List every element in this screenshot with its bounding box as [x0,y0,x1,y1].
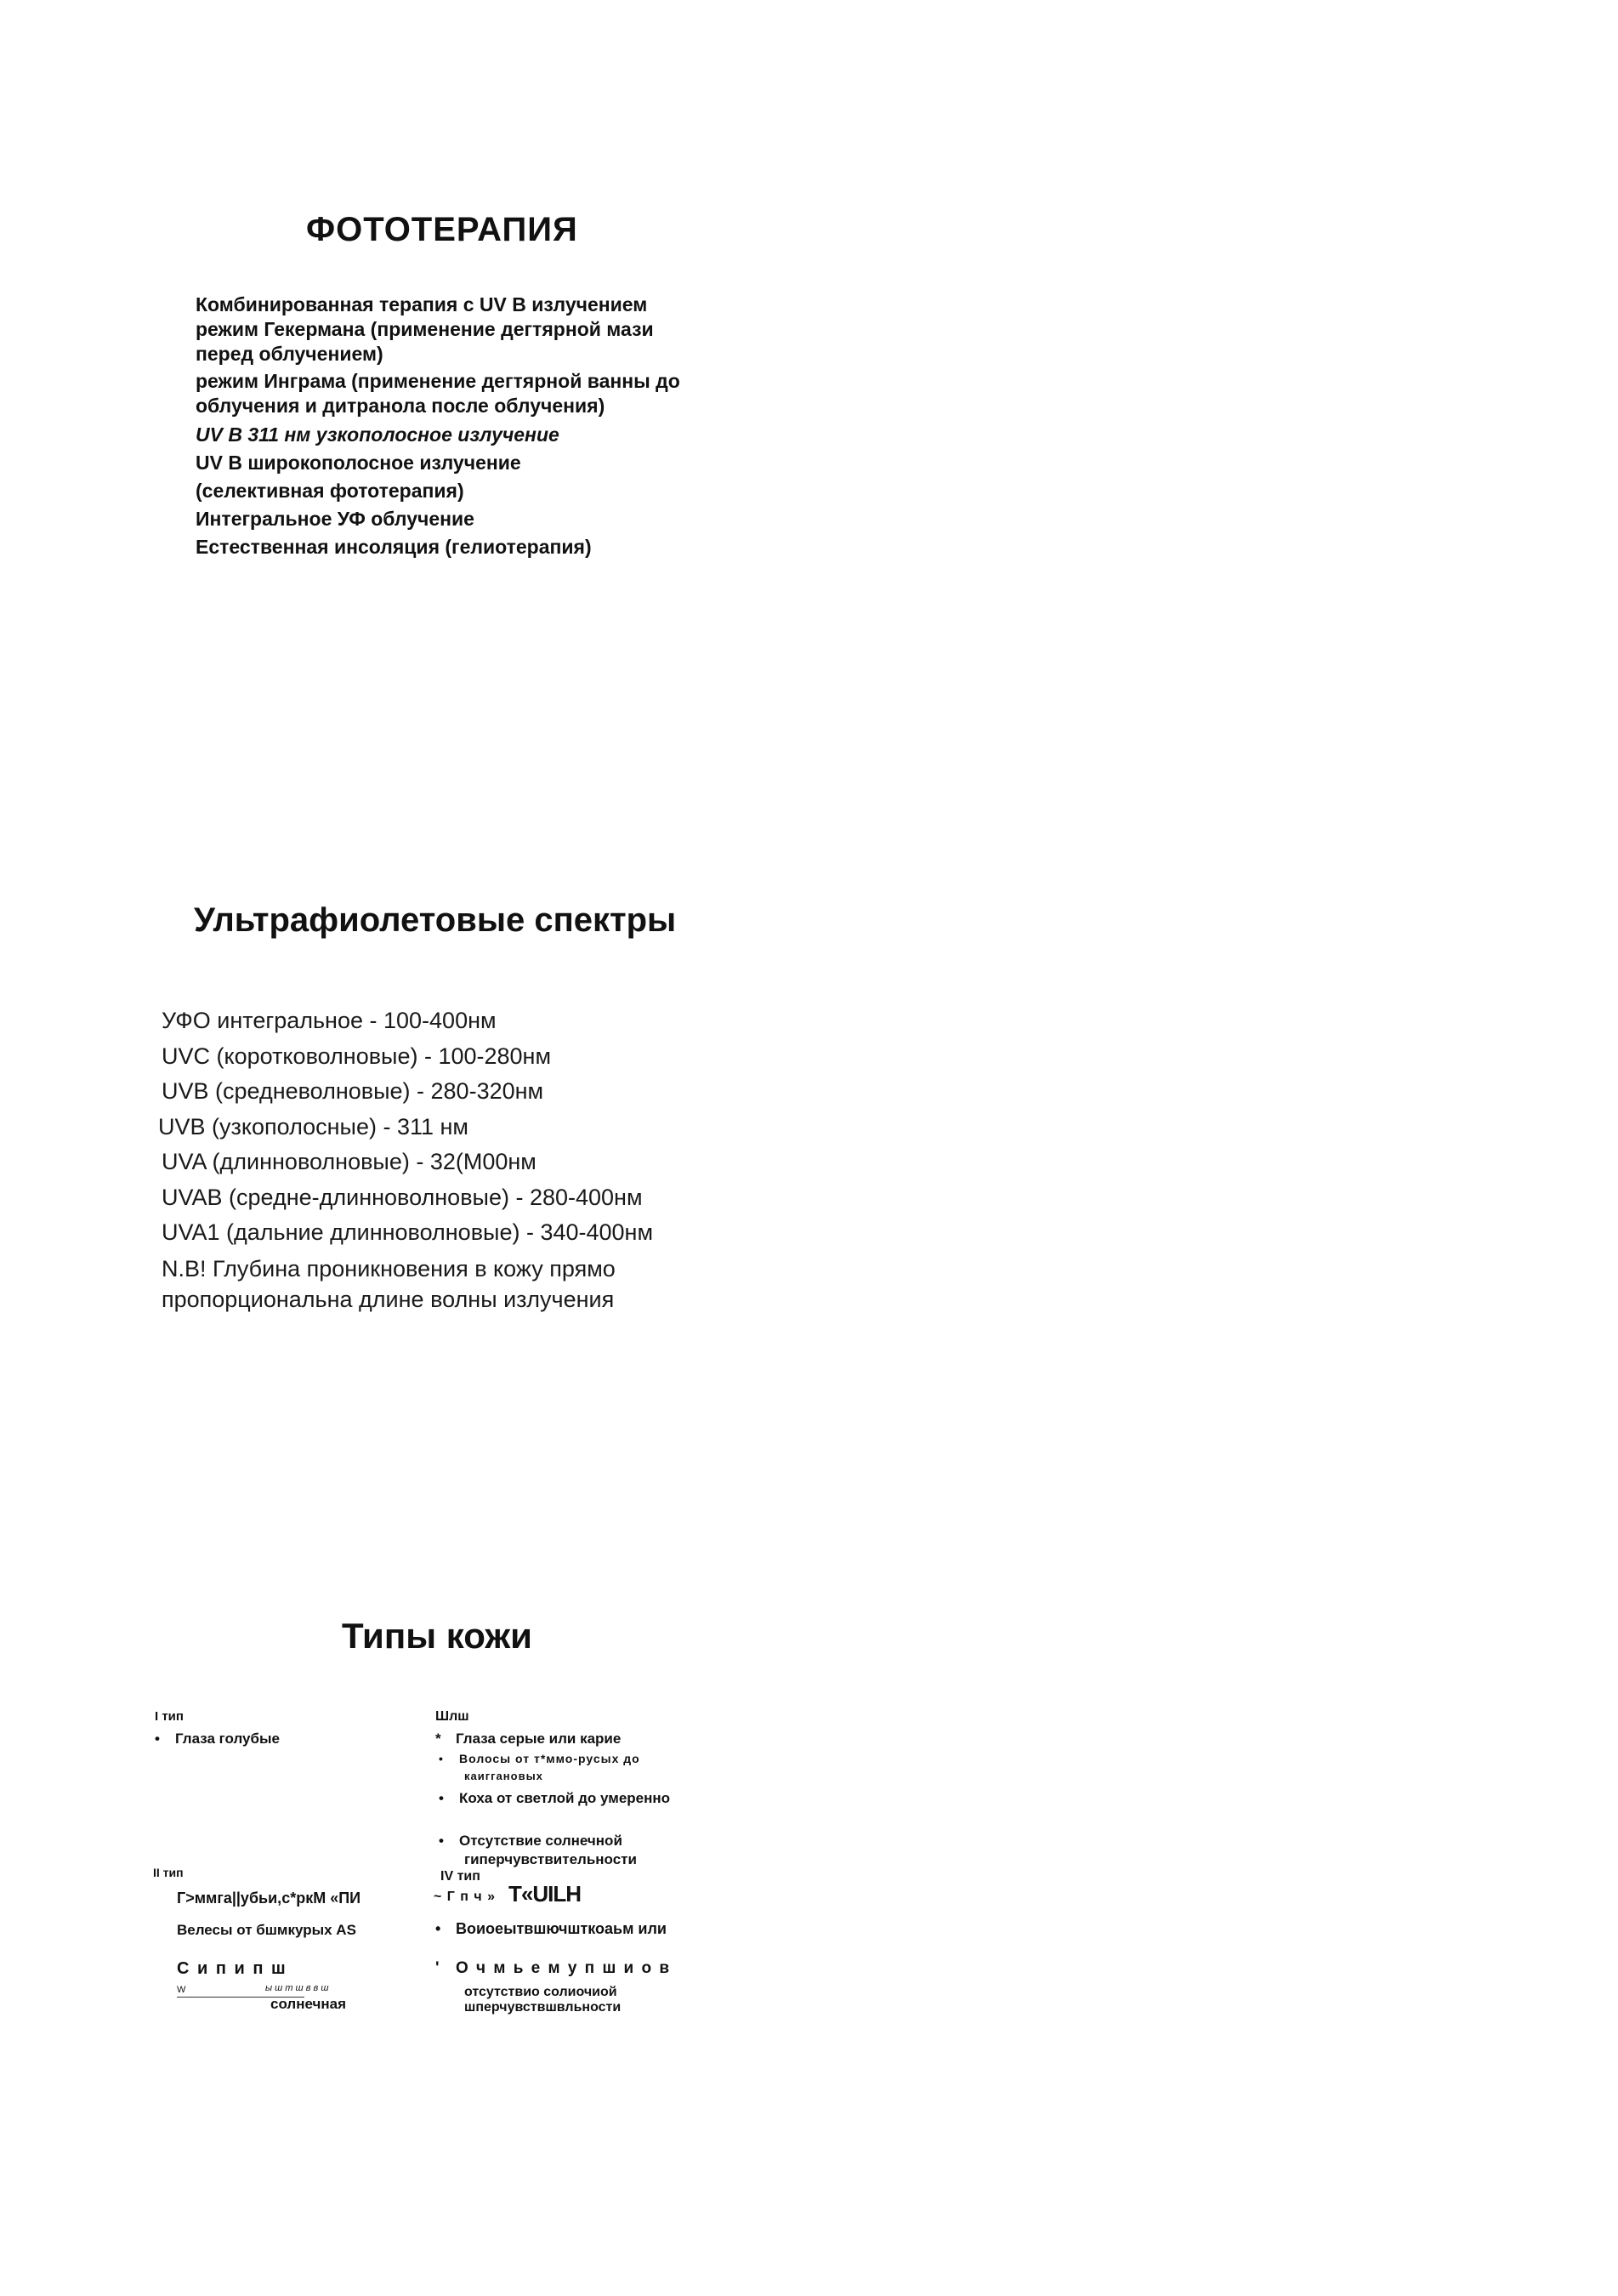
list-item: Естественная инсоляция (гелиотерапия) [196,536,592,558]
list-item: УФО интегральное - 100-400нм [162,1008,497,1033]
type4-line: T«UILH [508,1881,581,1907]
list-item: UVB (узкополосные) - 311 нм [158,1113,468,1139]
type2-line: Велесы от бшмкурых AS [177,1922,356,1938]
type3-item: • Отсутствие солнечной [439,1832,622,1850]
type3-item-cont: гиперчувствительности [464,1851,637,1867]
list-item: UVA1 (дальние длинноволновые) - 340-400нм [162,1219,654,1245]
type4-line: шперчувствшвльности [464,2000,622,2015]
type4-item: • Воиоеытвшючшткоаьм или [435,1920,667,1938]
list-item: UVC (коротковолновые) - 100-280нм [162,1043,552,1069]
type2-line: ы ш т ш в в ш [265,1983,329,1993]
type3-item: • Коха от светлой до умеренно [439,1789,670,1807]
uv-spectra-list [158,1003,654,1251]
list-item: Комбинированная терапия с UV В излучением [196,293,648,315]
type4-heading: IV тип [440,1869,480,1884]
type3-item-cont: каиггановых [464,1770,543,1782]
type1-heading: I тип [155,1709,184,1724]
list-item: (селективная фототерапия) [196,480,464,502]
list-item: UV В 311 нм узкополосное излучение [196,423,559,446]
type4-item: ' О ч м ь е м у п ш и о в [435,1959,671,1977]
type2-line: солнечная [270,1996,347,2012]
list-item: UV В широкополосное излучение [196,452,521,474]
type2-line: Г>ммга||убьи,с*ркМ «ПИ [177,1890,361,1907]
skin-types-title: Типы кожи [342,1616,532,1656]
note-line: N.B! Глубина проникновения в кожу прямо [162,1256,616,1282]
type4-line: отсутствио солиочиой [464,1985,617,1999]
type3-item: * Глаза серые или карие [435,1730,621,1748]
type2-line: W [177,1985,186,1995]
type4-line: ~ Г п ч » [434,1890,497,1904]
list-item: UVB (средневолновые) - 280-320нм [162,1078,544,1104]
list-item: UVAB (средне-длинноволновые) - 280-400нм [162,1184,643,1210]
list-item: облучения и дитранола после облучения) [196,395,605,417]
phototherapy-title: ФОТОТЕРАПИЯ [306,211,578,248]
penetration-note [162,1253,757,1315]
note-line: пропорциональна длине волны излучения [162,1287,615,1312]
type3-heading: Шлш [435,1709,469,1724]
list-item: перед облучением) [196,343,383,365]
list-item: режим Гекермана (применение дегтярной мази [196,318,654,340]
list-item: Интегральное УФ облучение [196,508,474,530]
type2-line: С и п и п ш [177,1959,287,1978]
phototherapy-list [196,293,680,560]
list-item: режим Инграма (применение дегтярной ванны до [196,370,680,392]
type3-item: • Волосы от т*ммо-русых до [439,1751,640,1766]
type1-item-text: Глаза голубые [175,1731,280,1747]
list-item: UVA (длинноволновые) - 32(М00нм [162,1149,536,1174]
type2-heading: II тип [153,1866,184,1879]
type1-item [155,1730,280,1748]
uv-spectra-title: Ультрафиолетовые спектры [194,901,677,939]
